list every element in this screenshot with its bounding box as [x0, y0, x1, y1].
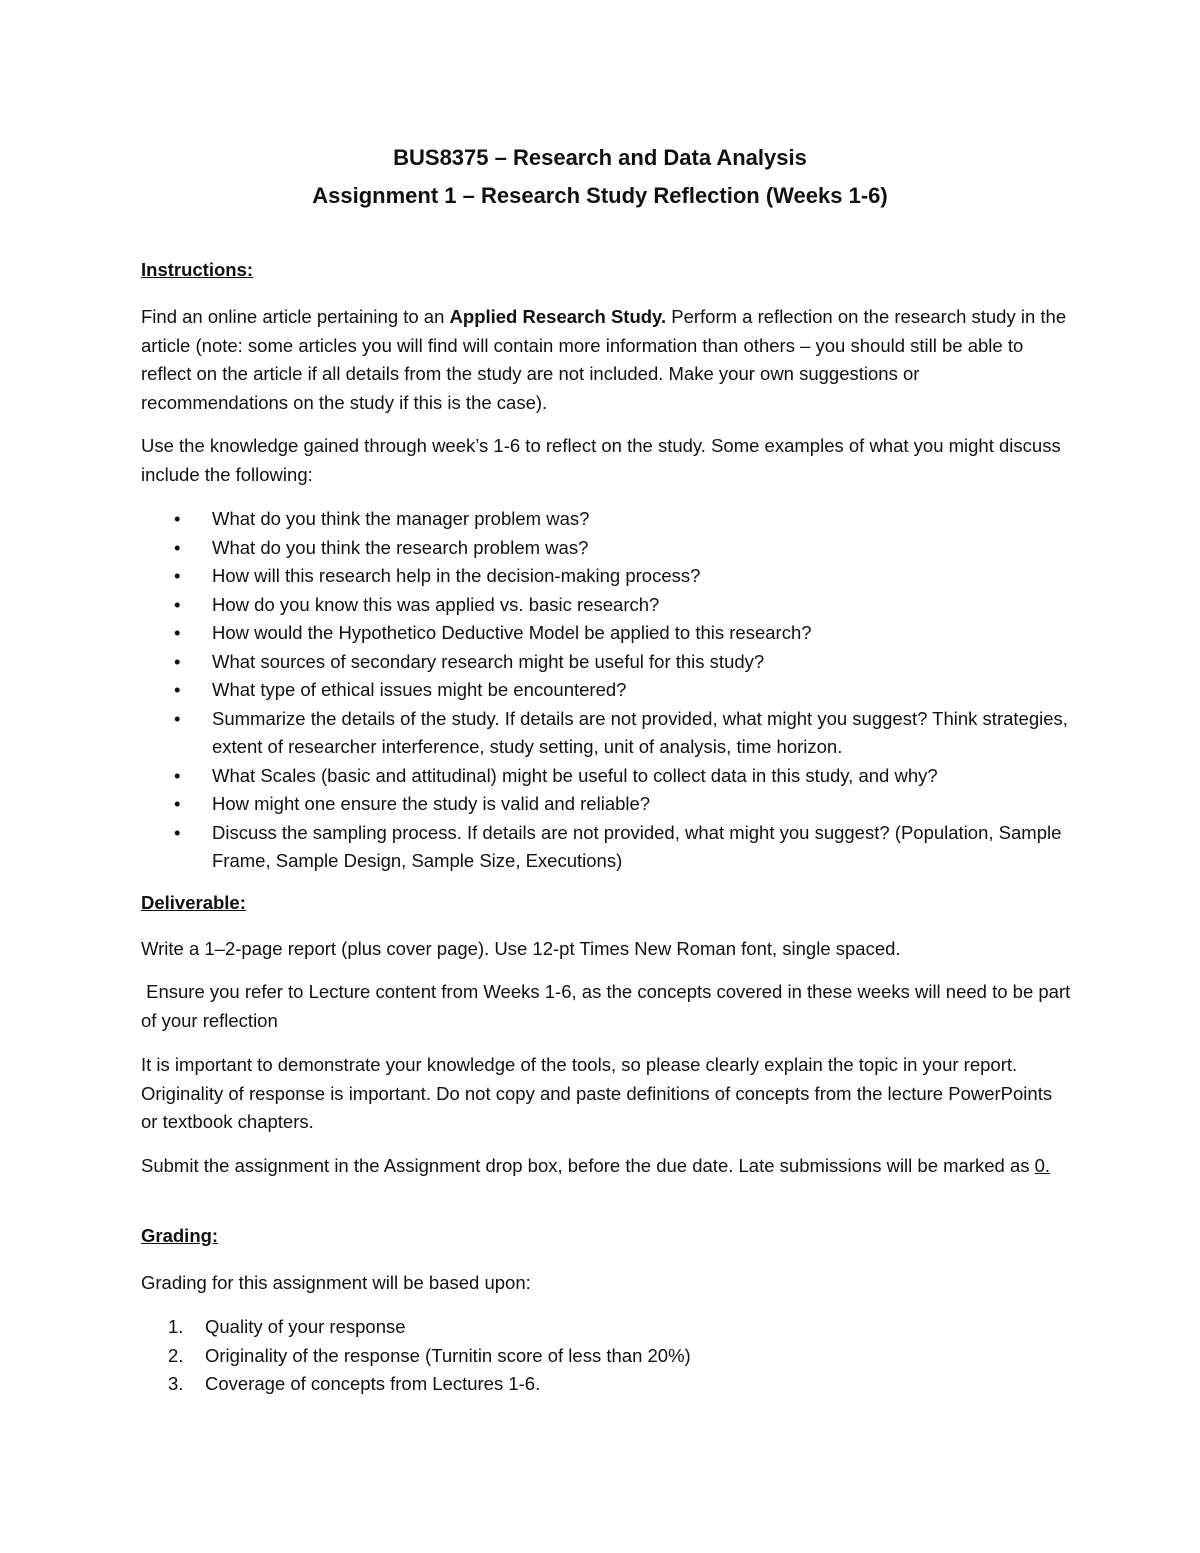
list-item — [141, 562, 1081, 591]
grading-heading: Grading: — [141, 1225, 219, 1246]
bullet-icon: • — [174, 707, 181, 729]
list-item — [141, 534, 1081, 563]
grading-criteria-list — [141, 1313, 1081, 1399]
bullet-icon: • — [174, 565, 181, 586]
list-item-text: What Scales (basic and attitudinal) might be useful to collect data in this study, and why? — [212, 764, 938, 786]
course-title: BUS8375 – Research and Data Analysis — [393, 145, 807, 170]
list-item — [141, 1370, 1081, 1399]
list-item-text: Quality of your response — [205, 1316, 406, 1337]
list-item — [141, 762, 1081, 791]
bullet-icon: • — [174, 821, 181, 843]
list-item-text: What type of ethical issues might be encountered? — [212, 679, 627, 700]
item-number: 3. — [168, 1373, 184, 1394]
assignment-title: Assignment 1 – Research Study Reflection (Weeks 1-6) — [312, 183, 888, 208]
list-item — [141, 648, 1081, 677]
list-item — [141, 505, 1081, 534]
list-item-text: How do you know this was applied vs. basic research? — [212, 593, 660, 615]
list-item-text: What sources of secondary research might be useful for this study? — [212, 650, 765, 672]
list-item-text: How will this research help in the decision-making process? — [212, 565, 701, 586]
list-item-text: Discuss the sampling process. If details are not provided, what might you suggest? (Population, Sample Frame, Sample Design, Sample Size, Executions) — [212, 821, 1062, 871]
list-item — [141, 705, 1081, 762]
list-item — [141, 676, 1081, 705]
item-number: 2. — [168, 1344, 184, 1366]
list-item-text: Summarize the details of the study. If details are not provided, what might you suggest? Think strategies, extent of researcher interference, study setting, unit of analysis, time horizon. — [212, 707, 1068, 757]
para1-pre: Find an online article pertaining to an — [141, 306, 450, 327]
bullet-icon: • — [174, 650, 181, 672]
deliverable-heading: Deliverable: — [141, 892, 246, 913]
para1-bold: Applied Research Study. — [449, 306, 667, 327]
deliverable-paragraph-1: Write a 1–2-page report (plus cover page). Use 12-pt Times New Roman font, single spaced. — [141, 938, 901, 959]
instructions-paragraph — [141, 303, 1071, 417]
list-item — [141, 819, 1081, 876]
item-number: 1. — [168, 1316, 184, 1337]
list-item — [141, 1342, 1081, 1371]
list-item — [141, 619, 1081, 648]
bullet-icon: • — [174, 622, 181, 643]
list-item — [141, 591, 1081, 620]
deliverable-paragraph-2: Ensure you refer to Lecture content from Weeks 1-6, as the concepts covered in these weeks will need to be part of your reflection — [141, 981, 1076, 1031]
list-item — [141, 790, 1081, 819]
examples-bullet-list — [141, 505, 1081, 876]
list-item-text: What do you think the research problem was? — [212, 536, 589, 558]
list-item-text: How might one ensure the study is valid and reliable? — [212, 793, 651, 814]
examples-intro-paragraph: Use the knowledge gained through week’s 1-6 to reflect on the study. Some examples of what you might discuss include the following: — [141, 435, 1061, 485]
para1-post: Perform a reflection on the research study in the article (note: some articles you will find will contain more information than others – you should still be able to reflect on the article if all details from the study are not included. Make your own suggestions or recommendations on the study if this is the case). — [141, 306, 1067, 413]
bullet-icon: • — [174, 764, 181, 786]
grading-intro: Grading for this assignment will be based upon: — [141, 1272, 531, 1293]
deliverable-paragraph-4 — [141, 1152, 1071, 1181]
bullet-icon: • — [174, 679, 181, 700]
bullet-icon: • — [174, 536, 181, 558]
late-mark-value: 0. — [1034, 1155, 1051, 1176]
bullet-icon: • — [174, 793, 181, 814]
submit-text: Submit the assignment in the Assignment drop box, before the due date. Late submissions will be marked as — [141, 1155, 1035, 1176]
list-item-text: How would the Hypothetico Deductive Model be applied to this research? — [212, 622, 812, 643]
bullet-icon: • — [174, 593, 181, 615]
list-item-text: What do you think the manager problem was? — [212, 508, 590, 529]
list-item-text: Originality of the response (Turnitin score of less than 20%) — [205, 1344, 691, 1366]
instructions-heading: Instructions: — [141, 259, 254, 280]
list-item-text: Coverage of concepts from Lectures 1-6. — [205, 1373, 541, 1394]
list-item — [141, 1313, 1081, 1342]
bullet-icon: • — [174, 508, 181, 529]
deliverable-paragraph-3: It is important to demonstrate your knowledge of the tools, so please clearly explain the topic in your report. Originality of response is important. Do not copy and paste definitions of concepts from the lecture PowerPoints or textbook chapters. — [141, 1054, 1053, 1132]
